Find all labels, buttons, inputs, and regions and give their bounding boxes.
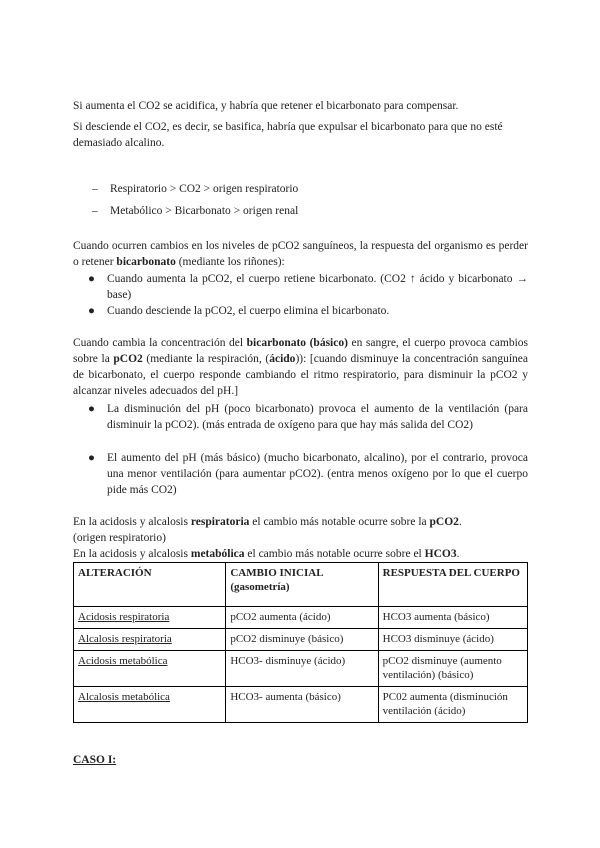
bold-term: metabólica — [190, 548, 245, 560]
condition-name: Acidosis respiratoria — [78, 611, 170, 623]
bullet-item — [88, 271, 528, 303]
paragraph-text: en sangre, el cuerpo provoca cambios sobre la — [73, 337, 528, 365]
bold-term: bicarbonato (básico) — [246, 337, 348, 349]
table-cell — [74, 687, 226, 723]
paragraph-text: . — [458, 516, 462, 528]
table-cell: HCO3- aumenta (básico) — [226, 687, 378, 723]
paragraph-text: el cambio más notable ocurre sobre el — [244, 548, 425, 560]
table-cell: PC02 aumenta (disminución ventilación (ácido) — [378, 687, 527, 723]
caso-heading: CASO I: — [73, 754, 117, 766]
paragraph-text: . — [456, 548, 460, 560]
paragraph-text: En la acidosis y alcalosis — [73, 548, 191, 560]
condition-name: Acidosis metabólica — [78, 655, 168, 667]
table-row — [74, 651, 528, 687]
paragraph-text: (mediante la respiración, ( — [142, 353, 270, 365]
paragraph-text: Cuando ocurren cambios en los niveles de pCO2 sanguíneos, la respuesta del organismo es perder o retener — [73, 240, 528, 268]
paragraph-respiratory-origin: (origen respiratorio) — [73, 532, 166, 544]
table-row — [74, 607, 528, 629]
paragraph-bicarbonate-change — [73, 335, 528, 399]
table-cell: pCO2 disminuye (básico) — [226, 629, 378, 651]
table-cell: HCO3 disminuye (ácido) — [378, 629, 527, 651]
acid-base-table — [73, 562, 528, 723]
bullet-text: Cuando aumenta la pCO2, el cuerpo retiene bicarbonato. (CO2 ↑ ácido y bicarbonato → base) — [107, 273, 528, 301]
bullet-dot: ● — [88, 403, 95, 415]
paragraph-text: el cambio más notable ocurre sobre la — [249, 516, 430, 528]
table-header-row — [74, 563, 528, 607]
bold-term: HCO3 — [424, 548, 457, 560]
bold-term: pCO2 — [429, 516, 459, 528]
bold-term: bicarbonato — [116, 256, 176, 268]
table-cell: HCO3 aumenta (básico) — [378, 607, 527, 629]
table-cell: pCO2 aumenta (ácido) — [226, 607, 378, 629]
bullet-dot: ● — [88, 305, 95, 317]
table-cell: pCO2 disminuye (aumento ventilación) (básico) — [378, 651, 527, 687]
paragraph-pco2-response — [73, 238, 528, 270]
bullet-text: El aumento del pH (más básico) (mucho bicarbonato, alcalino), por el contrario, provoca una menor ventilación (para aumentar pCO2). (entra menos oxígeno por lo que el cuerpo pide más CO2) — [107, 452, 528, 496]
bullet-item — [88, 450, 528, 498]
table-cell — [74, 629, 226, 651]
table-row — [74, 629, 528, 651]
table-row — [74, 687, 528, 723]
table-header-cell: ALTERACIÓN — [74, 563, 226, 607]
table-cell: HCO3- disminuye (ácido) — [226, 651, 378, 687]
bullet-item — [88, 401, 528, 433]
paragraph-text: En la acidosis y alcalosis — [73, 516, 191, 528]
dash-list-text: Metabólico > Bicarbonato > origen renal — [110, 205, 299, 217]
bold-term: pCO2 — [113, 353, 143, 365]
bullet-dot: ● — [88, 273, 95, 285]
bullet-text: La disminución del pH (poco bicarbonato) provoca el aumento de la ventilación (para disminuir la pCO2). (más entrada de oxígeno para que hay más salida del CO2) — [107, 403, 528, 431]
paragraph-respiratory-note — [73, 514, 528, 530]
paragraph-text: (mediante los riñones): — [175, 256, 285, 268]
bold-term: ácido — [269, 353, 296, 365]
table-header-cell: CAMBIO INICIAL (gasometría) — [226, 563, 378, 607]
paragraph-text: )): [cuando disminuye la concentración sanguínea de bicarbonato, el cuerpo responde cambiando el ritmo respiratorio, para disminuir la pCO2 y alcanzar niveles adecuados del pH.] — [73, 353, 528, 397]
paragraph-text: Cuando cambia la concentración del — [73, 337, 247, 349]
dash-marker: – — [92, 205, 98, 217]
table-cell — [74, 651, 226, 687]
dash-marker: – — [92, 183, 98, 195]
bullet-item — [88, 303, 528, 319]
bold-term: respiratoria — [190, 516, 250, 528]
table-cell — [74, 607, 226, 629]
dash-list-item — [92, 203, 298, 219]
paragraph-metabolic-note — [73, 546, 528, 562]
intro-line-1: Si aumenta el CO2 se acidifica, y habría que retener el bicarbonato para compensar. — [73, 100, 459, 112]
condition-name: Alcalosis respiratoria — [78, 633, 172, 645]
bullet-text: Cuando desciende la pCO2, el cuerpo elimina el bicarbonato. — [107, 305, 390, 317]
dash-list-text: Respiratorio > CO2 > origen respiratorio — [110, 183, 299, 195]
dash-list-item — [92, 181, 298, 197]
intro-line-2: Si desciende el CO2, es decir, se basifica, habría que expulsar el bicarbonato para que no esté demasiado alcalino. — [73, 121, 503, 149]
bullet-dot: ● — [88, 452, 95, 464]
condition-name: Alcalosis metabólica — [78, 691, 170, 703]
table-header-cell: RESPUESTA DEL CUERPO — [378, 563, 527, 607]
